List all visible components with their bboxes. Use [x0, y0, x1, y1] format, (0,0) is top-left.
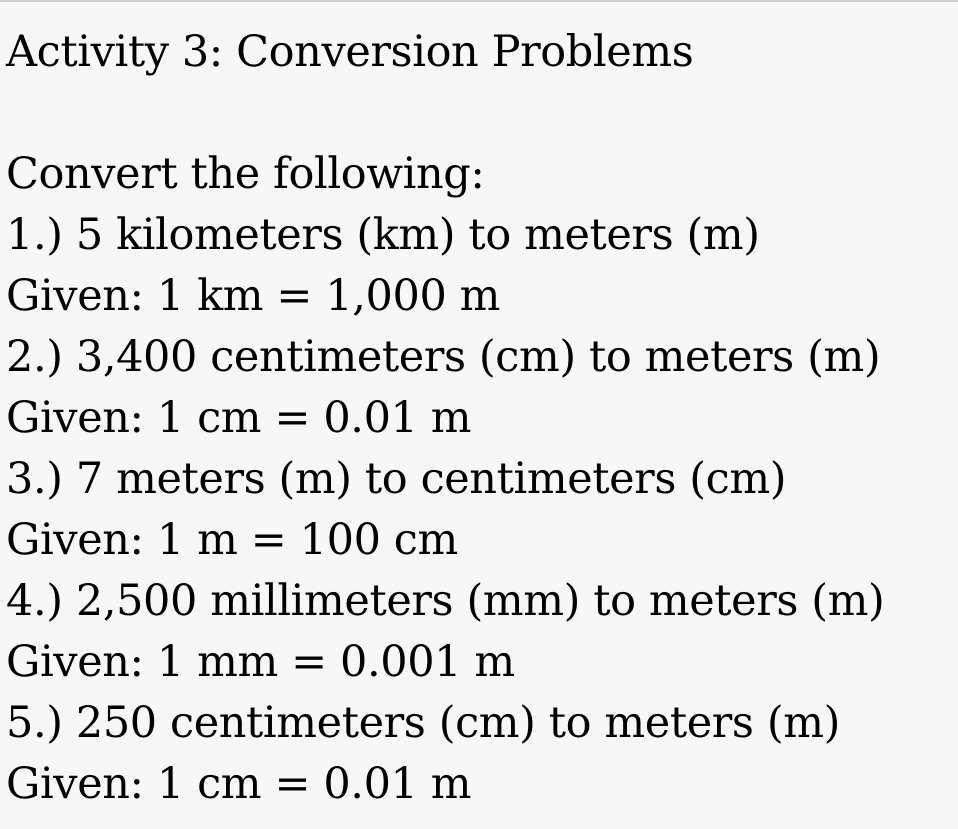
problem-item	[6, 205, 954, 327]
problem-given: Given: 1 mm = 0.001 m	[6, 637, 515, 687]
problem-item	[6, 693, 954, 815]
problem-item	[6, 571, 954, 693]
problem-question: 5.) 250 centimeters (cm) to meters (m)	[6, 698, 840, 748]
problem-question: 4.) 2,500 millimeters (mm) to meters (m)	[6, 576, 885, 626]
problem-item	[6, 327, 954, 449]
top-border	[0, 0, 958, 2]
problem-question: 2.) 3,400 centimeters (cm) to meters (m)	[6, 332, 881, 382]
problem-given: Given: 1 m = 100 cm	[6, 515, 458, 565]
problem-given: Given: 1 cm = 0.01 m	[6, 393, 472, 443]
activity-title: Activity 3: Conversion Problems	[6, 27, 694, 77]
problem-given: Given: 1 km = 1,000 m	[6, 271, 501, 321]
instruction-text: Convert the following:	[6, 149, 485, 199]
problem-item	[6, 449, 954, 571]
problem-question: 1.) 5 kilometers (km) to meters (m)	[6, 210, 760, 260]
blank-line	[6, 83, 954, 144]
problem-question: 3.) 7 meters (m) to centimeters (cm)	[6, 454, 787, 504]
problem-given: Given: 1 cm = 0.01 m	[6, 759, 472, 809]
document-body	[6, 22, 954, 815]
